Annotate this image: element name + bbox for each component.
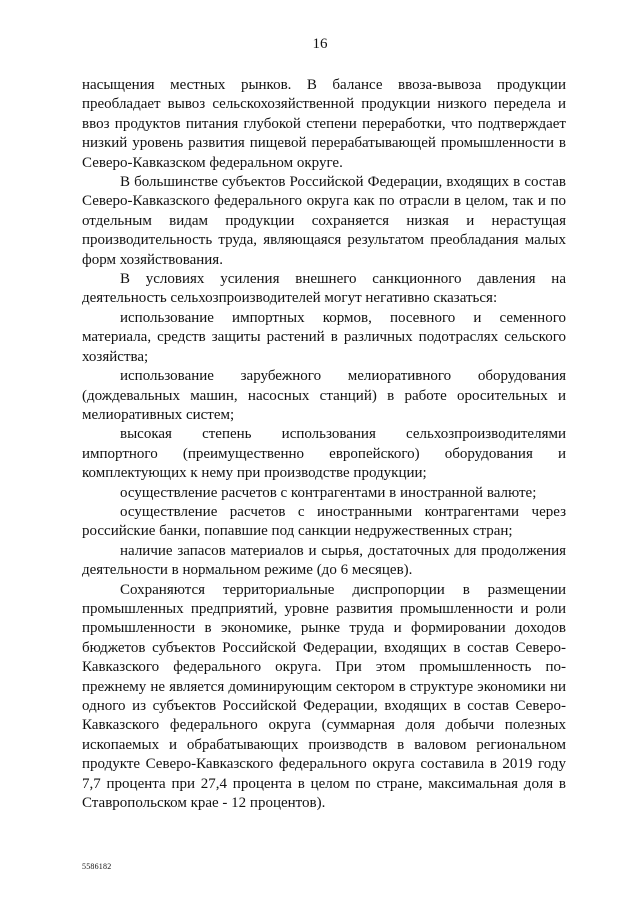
list-item-foreign-currency: осуществление расчетов с контрагентами в иностранной валюте; xyxy=(120,484,537,501)
list-item-imported-equipment: высокая степень использования сельхозпроизводителями импортного (преимущественно европейского) оборудования и комплектующих к нему при производстве продукции; xyxy=(82,426,566,482)
page-number: 16 xyxy=(312,36,328,52)
paragraph-continuation: насыщения местных рынков. В балансе ввоза-вывоза продукции преобладает вывоз сельскохозяйственной продукции низкого передела и ввоз продуктов питания глубокой степени переработки, что подтверждает низкий уровень развития пищевой перерабатывающей промышленности в Северо-Кавказском федеральном округе. xyxy=(82,77,566,171)
paragraph-sanctions-intro: В условиях усиления внешнего санкционного давления на деятельность сельхозпроизводителей могут негативно сказаться: xyxy=(82,271,566,307)
body-text xyxy=(82,76,566,813)
paragraph-territorial-disproportions: Сохраняются территориальные диспропорции в размещении промышленных предприятий, уровне развития промышленности и роли промышленности в экономике, рынке труда и формировании доходов бюджетов субъектов Российской Федерации, входящих в состав Северо-Кавказского федерального округа. При этом промышленность по-прежнему не является доминирующим сектором в структуре экономики ни одного из субъектов Российской Федерации, входящих в состав Северо-Кавказского федерального округа (суммарная доля добычи полезных ископаемых и обрабатывающих производств в валовом региональном продукте Северо-Кавказского федерального округа составила в 2019 году 7,7 процента при 27,4 процента в целом по стране, максимальная доля в Ставропольском крае - 12 процентов). xyxy=(82,581,566,812)
list-item-sanctioned-banks: осуществление расчетов с иностранными контрагентами через российские банки, попавшие под санкции недружественных стран; xyxy=(82,503,566,540)
list-item-imported-feed: использование импортных кормов, посевного и семенного материала, средств защиты растений в различных подотраслях сельского хозяйства; xyxy=(82,309,566,365)
list-item-irrigation-equipment: использование зарубежного мелиоративного оборудования (дождевальных машин, насосных станций) в работе оросительных и мелиоративных систем; xyxy=(82,368,566,423)
list-item-material-reserves: наличие запасов материалов и сырья, достаточных для продолжения деятельности в нормальном режиме (до 6 месяцев). xyxy=(82,542,566,579)
document-code: 5586182 xyxy=(82,862,112,871)
paragraph-productivity: В большинстве субъектов Российской Федерации, входящих в состав Северо-Кавказского федерального округа как по отрасли в целом, так и по отдельным видам продукции сохраняется низкая и нерастущая производительность труда, являющаяся результатом преобладания малых форм хозяйствования. xyxy=(82,174,566,268)
